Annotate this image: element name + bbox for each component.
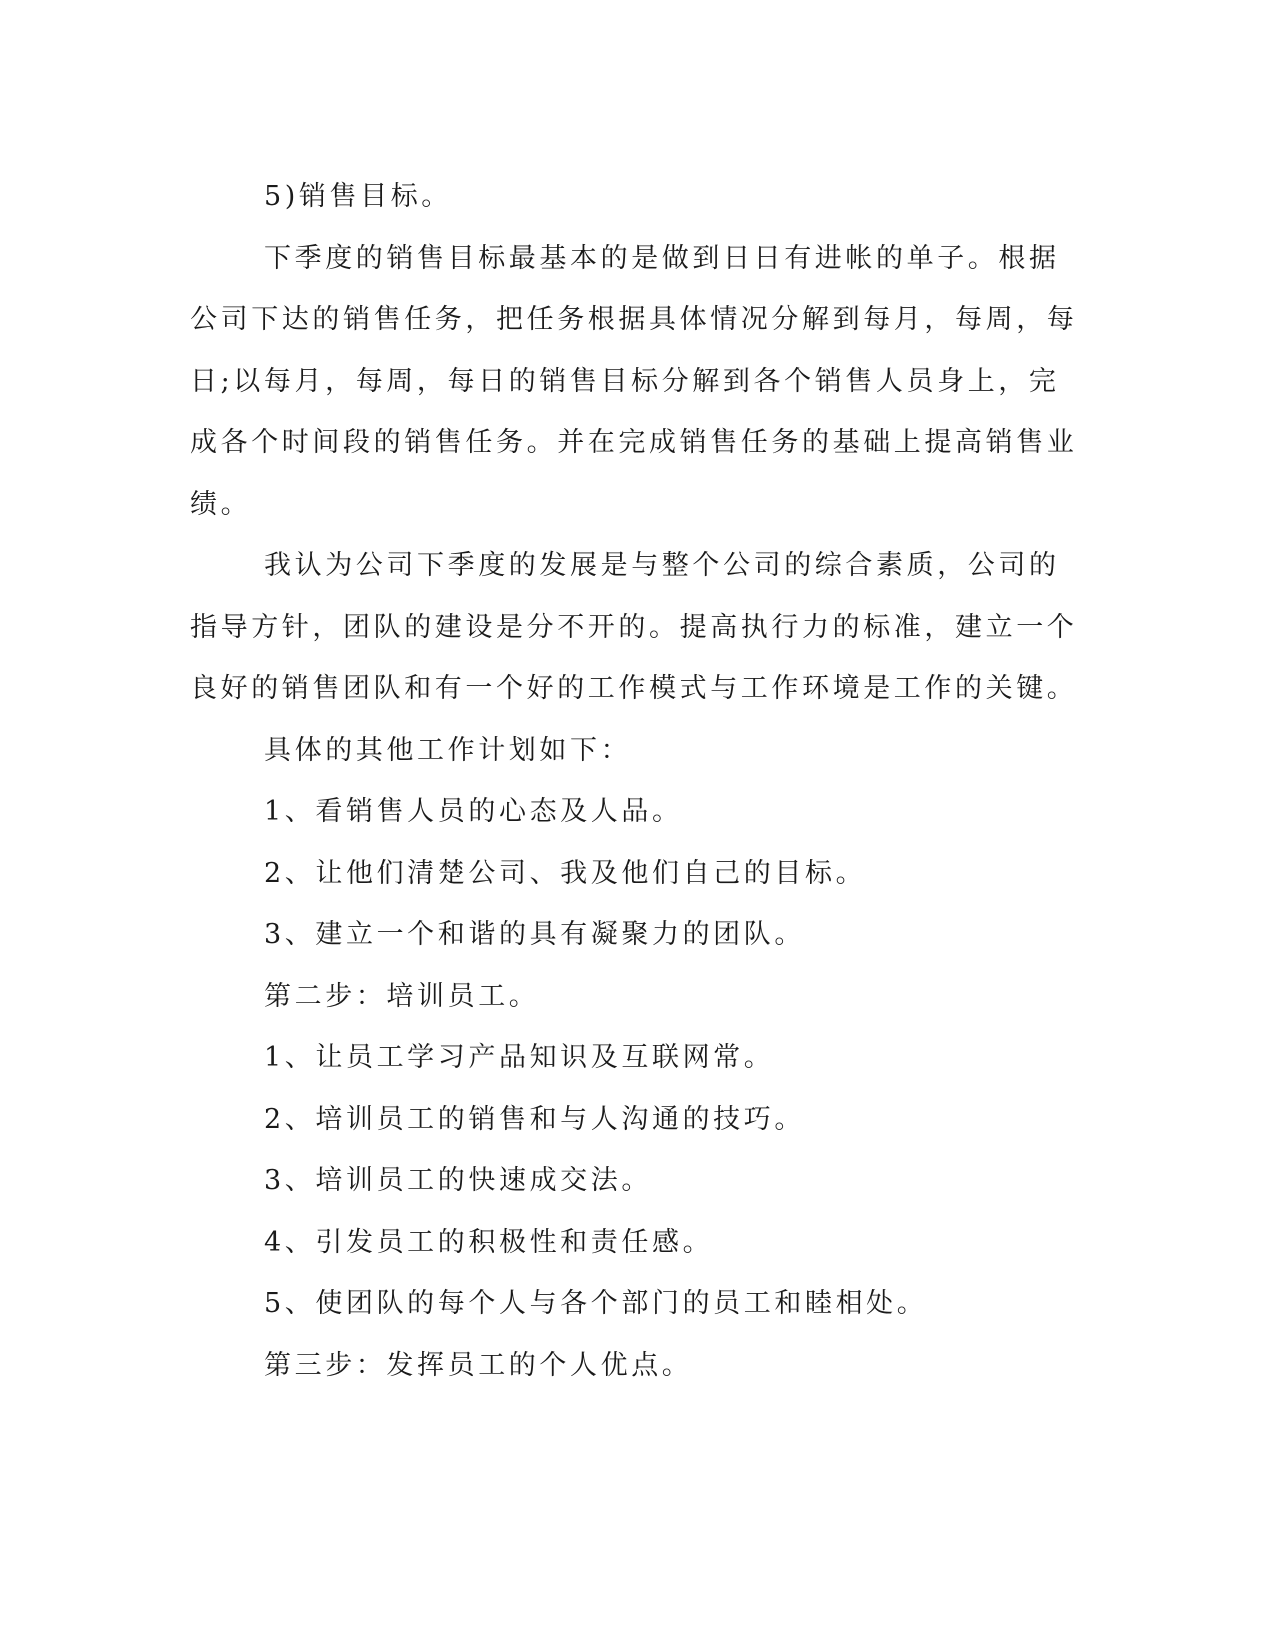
paragraph-company-development: 我认为公司下季度的发展是与整个公司的综合素质，公司的指导方针，团队的建设是分不开的。提高执行力的标准，建立一个良好的销售团队和有一个好的工作模式与工作环境是工作的关键。	[190, 550, 1078, 704]
step-heading-three: 第三步：发挥员工的个人优点。	[264, 1349, 693, 1381]
list-item: 4、引发员工的积极性和责任感。	[264, 1226, 714, 1258]
list-item: 1、看销售人员的心态及人品。	[264, 796, 683, 827]
list-item: 3、培训员工的快速成交法。	[264, 1165, 652, 1196]
list-item: 2、让他们清楚公司、我及他们自己的目标。	[264, 857, 867, 889]
paragraph-sales-target-heading: 5)销售目标。	[264, 181, 452, 212]
list-item: 3、建立一个和谐的具有凝聚力的团队。	[264, 919, 805, 950]
list-item: 1、让员工学习产品知识及互联网常。	[264, 1042, 775, 1073]
document-body	[190, 166, 1080, 1396]
step-heading-two: 第二步：培训员工。	[264, 980, 540, 1012]
paragraph-sales-target: 下季度的销售目标最基本的是做到日日有进帐的单子。根据公司下达的销售任务，把任务根据具体情况分解到每月，每周，每日;以每月，每周，每日的销售目标分解到各个销售人员身上，完成各个时间段的销售任务。并在完成销售任务的基础上提高销售业绩。	[190, 242, 1078, 520]
list-item: 2、培训员工的销售和与人沟通的技巧。	[264, 1103, 805, 1135]
paragraph-plan-intro: 具体的其他工作计划如下：	[264, 734, 632, 766]
list-item: 5、使团队的每个人与各个部门的员工和睦相处。	[264, 1288, 928, 1319]
